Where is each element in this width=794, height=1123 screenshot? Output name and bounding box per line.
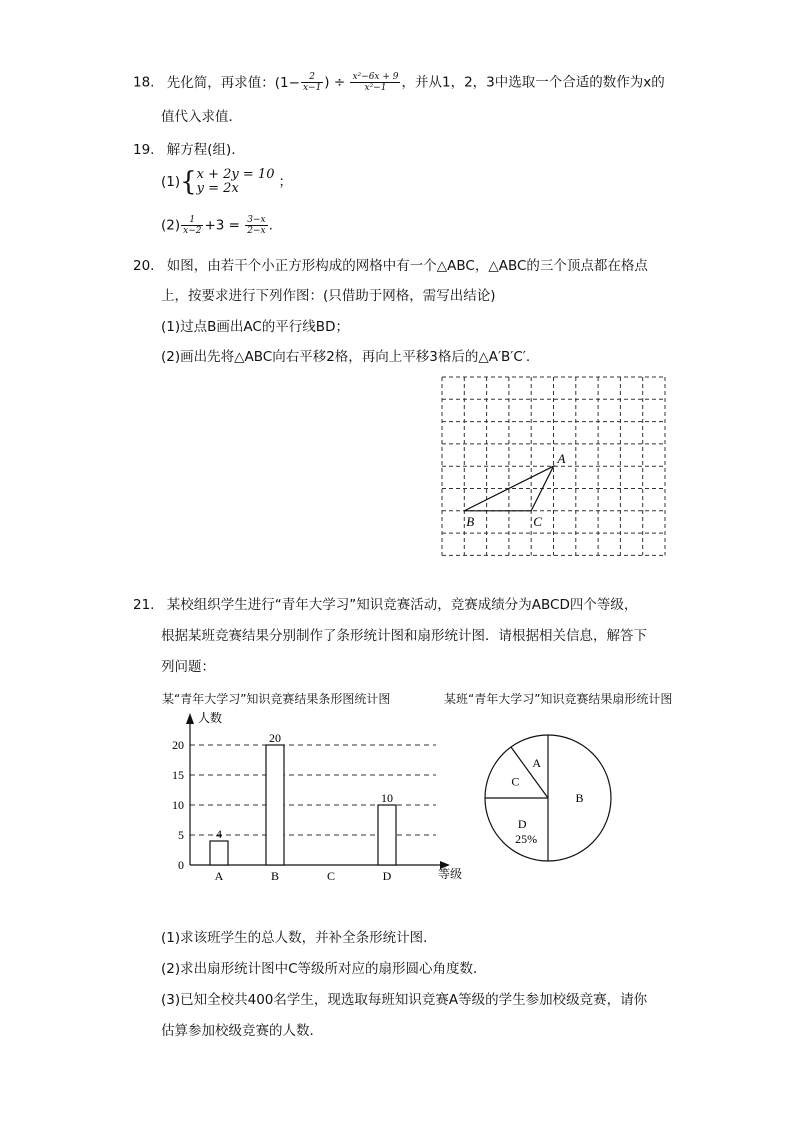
q21-line2: 根据某班竞赛结果分别制作了条形统计图和扇形统计图．请根据相关信息，解答下: [161, 628, 647, 644]
vertex-label-b: B: [466, 513, 475, 529]
q21-number: 21.: [133, 597, 155, 613]
q20-part2: (2)画出先将△ABC向右平移2格，再向上平移3格后的△A′B′C′.: [161, 349, 531, 365]
q19-p2-f1-den: x−2: [183, 226, 202, 236]
q19-number: 19.: [133, 142, 155, 158]
q20-text1: 如图，由若干个小正方形构成的网格中有一个△ABC，△ABC的三个顶点都在格点: [166, 258, 648, 274]
q18-lead: 先化简，再求值：(1−: [166, 74, 300, 91]
data-label-B: 20: [269, 731, 281, 745]
y-tick-label: 0: [178, 858, 184, 872]
y-tick-label: 10: [172, 798, 184, 812]
q19-p2-f2-den: 2−x: [247, 226, 266, 236]
bar-gridlines: [190, 745, 436, 835]
pie-slice-C: C: [511, 774, 520, 789]
q19-p1-label: (1): [161, 174, 181, 190]
q18-f1-num: 2: [301, 72, 323, 83]
x-tick-label-A: A: [214, 869, 224, 883]
bar-marks: [210, 731, 396, 865]
q21-text1: 某校组织学生进行“青年大学习”知识竞赛活动，竞赛成绩分为ABCD四个等级，: [166, 597, 638, 613]
q18-fraction2: [350, 72, 400, 93]
bar-D: [378, 805, 396, 865]
q21-part3b: 估算参加校级竞赛的人数．: [161, 1023, 323, 1039]
q21-line1: [133, 596, 637, 614]
q18-number: 18.: [133, 74, 155, 91]
x-tick-label-B: B: [270, 869, 280, 883]
q19-part2: [161, 215, 273, 236]
q18-f1-den: x−1: [302, 83, 322, 93]
y-tick-label: 15: [172, 768, 184, 782]
q18-line2: 值代入求值．: [161, 109, 242, 125]
y-tick-label: 5: [178, 828, 184, 842]
q18-fraction1: [301, 72, 323, 93]
q18-mid: ) ÷: [324, 74, 346, 91]
pie-chart: [478, 728, 628, 868]
x-tick-label-C: C: [326, 869, 336, 883]
q19-part1: [161, 168, 292, 196]
q18-line1: [133, 72, 665, 93]
q18-tail: ，并从1，2，3中选取一个合适的数作为x的: [401, 74, 665, 91]
pie-slice-A: A: [532, 756, 542, 771]
q19-p2-fraction2: [245, 215, 267, 236]
bar-chart-title: 某“青年大学习”知识竞赛结果条形图统计图: [162, 692, 391, 706]
q19-p2-f1-num: 1: [181, 215, 203, 226]
pie-marks: [485, 735, 611, 861]
q20-grid-figure: [436, 372, 672, 562]
q18-f2-num: x²−6x + 9: [352, 72, 399, 82]
x-tick-label-D: D: [382, 869, 392, 883]
q19-title-line: [133, 141, 245, 159]
data-label-D: 10: [381, 791, 393, 805]
q19-p2-end: .: [268, 217, 273, 234]
y-axis-arrow-icon: [186, 713, 194, 724]
q21-part3: (3)已知全校共400名学生，现选取每班知识竞赛A等级的学生参加校级竞赛，请你: [161, 992, 648, 1008]
q19-eq1: x + 2y = 10: [196, 167, 275, 182]
q19-eq2: y = 2x: [196, 181, 239, 196]
q20-line2: 上，按要求进行下列作图：(只借助于网格，需写出结论): [161, 288, 496, 304]
vertex-label-a: A: [557, 451, 566, 467]
bar-chart: [160, 704, 470, 890]
y-tick-label: 20: [172, 738, 184, 752]
q19-p2-mid: +3 =: [204, 217, 240, 234]
q21-line3: 列问题：: [161, 659, 215, 675]
q21-part2: (2)求出扇形统计图中C等级所对应的扇形圆心角度数．: [161, 961, 487, 977]
pie-slice-D: D: [517, 816, 527, 831]
q20-part1: (1)过点B画出AC的平行线BD；: [161, 319, 349, 335]
q20-line1: [133, 257, 648, 275]
q20-number: 20.: [133, 258, 155, 274]
vertex-label-c: C: [533, 513, 542, 529]
q19-system: [197, 168, 275, 196]
brace-icon: {: [180, 167, 197, 197]
q18-f2-den: x²−1: [364, 83, 387, 93]
q19-title: 解方程(组)．: [166, 142, 245, 158]
data-label-A: 4: [216, 827, 222, 841]
pie-chart-title: 某班“青年大学习”知识竞赛结果扇形统计图: [444, 692, 673, 706]
q19-p1-end: ；: [278, 174, 292, 190]
pie-percent-D: 25%: [515, 831, 538, 846]
q19-p2-label: (2): [161, 217, 181, 234]
q21-part1: (1)求该班学生的总人数，并补全条形统计图．: [161, 930, 437, 946]
pie-slice-B: B: [575, 791, 584, 805]
bar-xlabel: 等级: [438, 867, 463, 881]
bar-A: [210, 841, 228, 865]
q19-p2-fraction1: [181, 215, 203, 236]
bar-ylabel: 人数: [198, 711, 223, 725]
q19-p2-f2-num: 3−x: [247, 215, 266, 225]
bar-B: [266, 745, 284, 865]
